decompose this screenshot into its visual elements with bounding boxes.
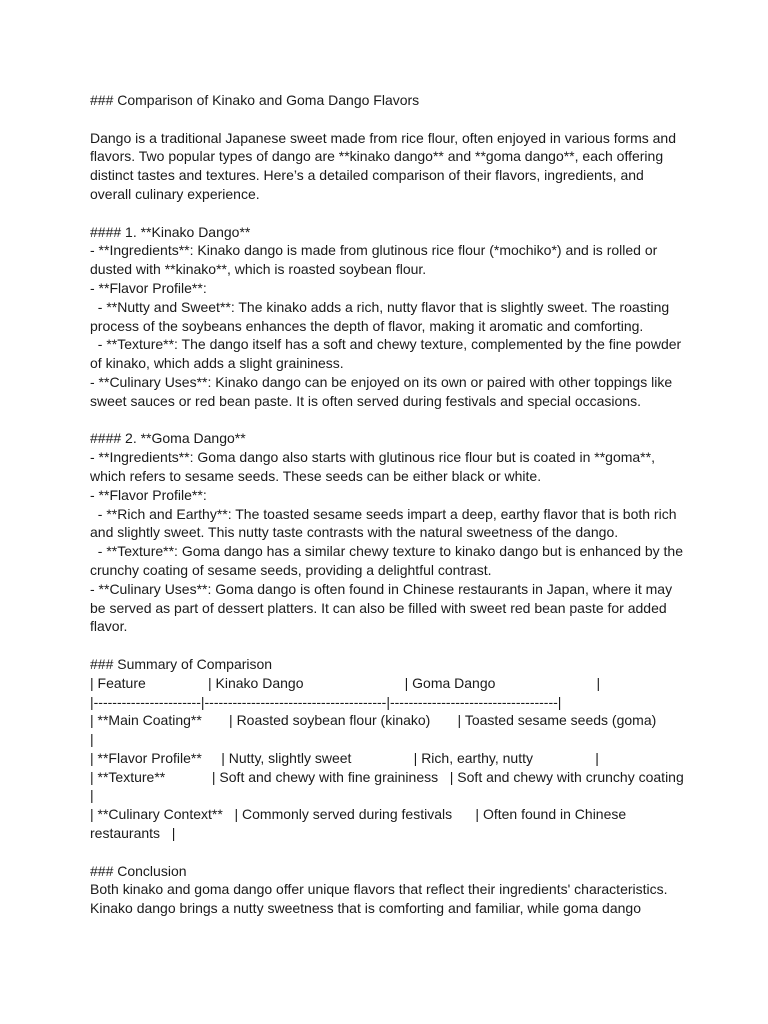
intro-line: Dango is a traditional Japanese sweet made from rice flour, often enjoyed in various forms and (90, 129, 676, 146)
conclusion-line: Kinako dango brings a nutty sweetness that is comforting and familiar, while goma dango (90, 900, 641, 917)
goma-line: - **Rich and Earthy**: The toasted sesame seeds impart a deep, earthy flavor that is both rich (90, 505, 677, 522)
document-body (90, 91, 690, 918)
summary-table-row: | **Texture** | Soft and chewy with fine graininess | Soft and chewy with crunchy coating (90, 768, 684, 785)
kinako-line: - **Ingredients**: Kinako dango is made from glutinous rice flour (*mochiko*) and is rolled or (90, 242, 658, 259)
intro-line: overall culinary experience. (90, 185, 260, 202)
conclusion-line: Both kinako and goma dango offer unique flavors that reflect their ingredients' characteristics. (90, 881, 668, 898)
kinako-heading: #### 1. **Kinako Dango** (90, 223, 251, 240)
goma-line: be served as part of dessert platters. It can also be filled with sweet red bean paste for added (90, 599, 667, 616)
summary-table-row: | **Flavor Profile** | Nutty, slightly sweet | Rich, earthy, nutty | (90, 749, 599, 766)
conclusion-heading: ### Conclusion (90, 862, 187, 879)
summary-table-divider: |-----------------------|---------------------------------------|------------------------------------| (90, 693, 562, 710)
summary-table-row: | **Culinary Context** | Commonly served during festivals | Often found in Chinese (90, 806, 627, 823)
goma-line: - **Culinary Uses**: Goma dango is often found in Chinese restaurants in Japan, where it may (90, 580, 673, 597)
summary-table-row: | (90, 787, 94, 804)
goma-line: - **Texture**: Goma dango has a similar chewy texture to kinako dango but is enhanced by the (90, 543, 684, 560)
goma-line: which refers to sesame seeds. These seeds can be either black or white. (90, 467, 542, 484)
intro-line: flavors. Two popular types of dango are **kinako dango** and **goma dango**, each offering (90, 148, 664, 165)
kinako-line: process of the soybeans enhances the depth of flavor, making it aromatic and comforting. (90, 317, 644, 334)
blank-line (90, 204, 690, 223)
goma-line: flavor. (90, 618, 128, 635)
kinako-line: - **Texture**: The dango itself has a soft and chewy texture, complemented by the fine powder (90, 336, 682, 353)
goma-line: - **Ingredients**: Goma dango also starts with glutinous rice flour but is coated in **goma**, (90, 449, 655, 466)
goma-line: and slightly sweet. This nutty taste contrasts with the natural sweetness of the dango. (90, 524, 619, 541)
intro-line: distinct tastes and textures. Here’s a detailed comparison of their flavors, ingredients, and (90, 167, 644, 184)
blank-line (90, 843, 690, 862)
kinako-line: - **Nutty and Sweet**: The kinako adds a rich, nutty flavor that is slightly sweet. The roasting (90, 298, 670, 315)
summary-table-header: | Feature | Kinako Dango | Goma Dango | (90, 674, 601, 691)
blank-line (90, 110, 690, 129)
blank-line (90, 411, 690, 430)
goma-line: crunchy coating of sesame seeds, providing a delightful contrast. (90, 561, 492, 578)
goma-heading: #### 2. **Goma Dango** (90, 430, 246, 447)
summary-table-row: | **Main Coating** | Roasted soybean flour (kinako) | Toasted sesame seeds (goma) (90, 712, 657, 729)
summary-table-row: restaurants | (90, 825, 176, 842)
kinako-line: - **Flavor Profile**: (90, 279, 207, 296)
document-heading: ### Comparison of Kinako and Goma Dango Flavors (90, 92, 420, 108)
blank-line (90, 636, 690, 655)
summary-table-row: | (90, 731, 94, 748)
kinako-line: of kinako, which adds a slight graininess. (90, 355, 344, 372)
kinako-line: sweet sauces or red bean paste. It is often served during festivals and special occasions. (90, 392, 641, 409)
kinako-line: dusted with **kinako**, which is roasted soybean flour. (90, 261, 427, 278)
summary-heading: ### Summary of Comparison (90, 655, 273, 672)
kinako-line: - **Culinary Uses**: Kinako dango can be enjoyed on its own or paired with other toppings like (90, 373, 673, 390)
goma-line: - **Flavor Profile**: (90, 486, 207, 503)
